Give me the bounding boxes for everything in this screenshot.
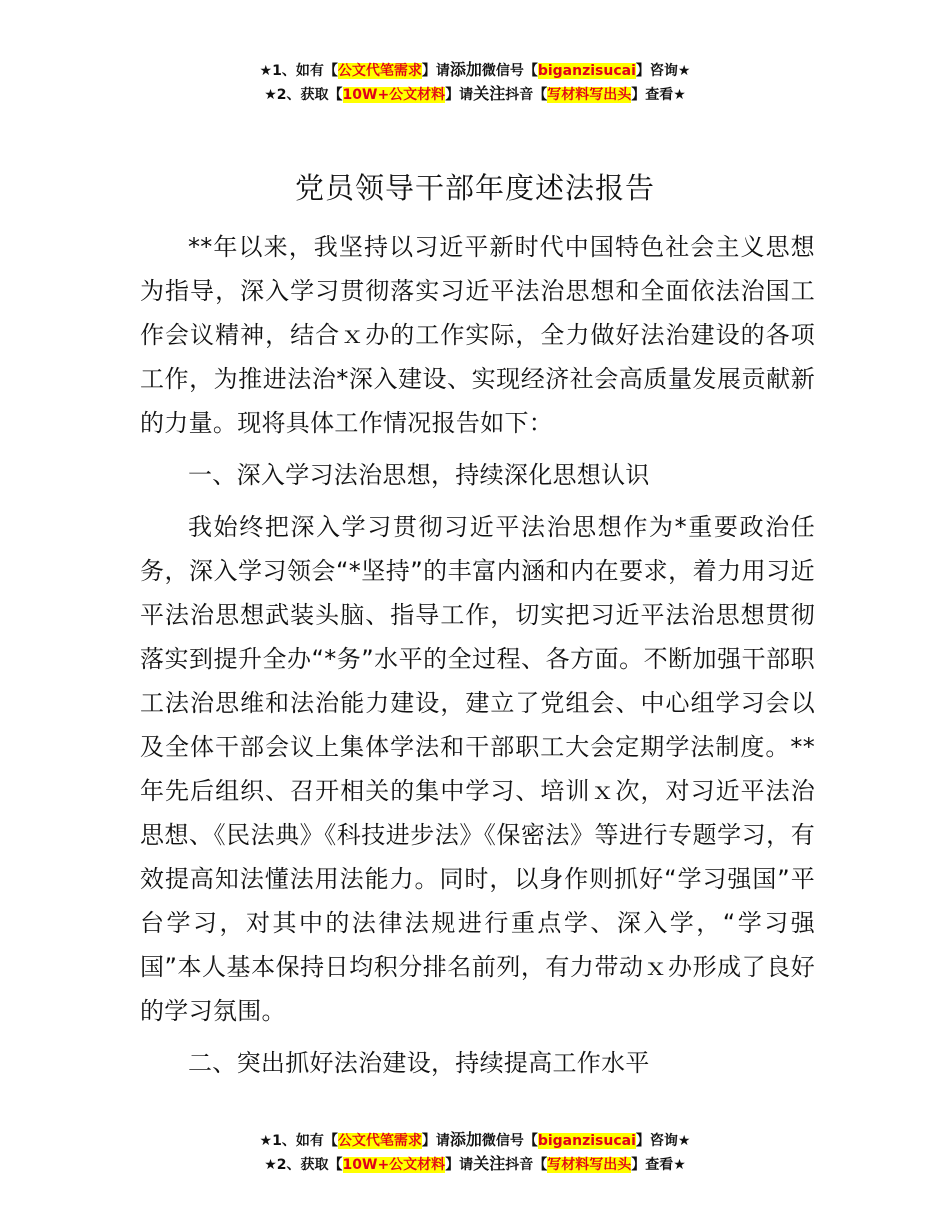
banner-line-2 [0, 1152, 950, 1176]
document-title: 党员领导干部年度述法报告 [294, 171, 655, 205]
banner-emphasis: 关注 [473, 84, 506, 103]
banner-emphasis: 添加 [449, 60, 482, 79]
highlight-materials: 10W+公文材料 [342, 87, 446, 103]
highlight-materials: 10W+公文材料 [342, 1157, 446, 1173]
banner-text: ★2、获取【 [264, 1157, 343, 1173]
banner-text: 】查看★ [631, 1157, 686, 1173]
banner-text: ★1、如有【 [259, 1133, 338, 1149]
paragraph-intro: **年以来，我坚持以习近平新时代中国特色社会主义思想为指导，深入学习贯彻落实习近平法治思想和全面依法治国工作会议精神，结合ｘ办的工作实际，全力做好法治建设的各项工作，为推进法治*深入建设、实现经济社会高质量发展贡献新的力量。现将具体工作情况报告如下： [140, 233, 815, 437]
document-body [140, 225, 815, 1093]
banner-text: 】请 [445, 87, 474, 103]
highlight-wechat-id: biganzisucai [537, 1133, 636, 1149]
banner-text: 】咨询★ [635, 63, 691, 79]
banner-text: 】请 [421, 63, 450, 79]
highlight-douyin-account: 写材料写出头 [547, 87, 632, 103]
section-heading-2: 二、突出抓好法治建设，持续提高工作水平 [188, 1049, 650, 1077]
banner-text: 】请 [445, 1157, 474, 1173]
header-banner [0, 58, 950, 106]
banner-text: 抖音【 [505, 87, 548, 103]
banner-text: 微信号【 [481, 63, 538, 79]
banner-text: 】查看★ [631, 87, 686, 103]
highlight-douyin-account: 写材料写出头 [547, 1157, 632, 1173]
banner-emphasis: 关注 [473, 1154, 506, 1173]
highlight-service: 公文代笔需求 [337, 1133, 422, 1149]
highlight-wechat-id: biganzisucai [537, 63, 636, 79]
banner-text: 】咨询★ [635, 1133, 691, 1149]
section-heading-1: 一、深入学习法治思想，持续深化思想认识 [188, 461, 650, 489]
paragraph-section-1: 我始终把深入学习贯彻习近平法治思想作为*重要政治任务，深入学习领会“*坚持”的丰富内涵和内在要求，着力用习近平法治思想武装头脑、指导工作，切实把习近平法治思想贯彻落实到提升全办“*务”水平的全过程、各方面。不断加强干部职工法治思维和法治能力建设，建立了党组会、中心组学习会以及全体干部会议上集体学法和干部职工大会定期学法制度。**年先后组织、召开相关的集中学习、培训ｘ次，对习近平法治思想、《民法典》《科技进步法》《保密法》等进行专题学习，有效提高知法懂法用法能力。同时，以身作则抓好“学习强国”平台学习，对其中的法律法规进行重点学、深入学，“学习强国”本人基本保持日均积分排名前列，有力带动ｘ办形成了良好的学习氛围。 [140, 513, 815, 1025]
banner-emphasis: 添加 [449, 1130, 482, 1149]
highlight-service: 公文代笔需求 [337, 63, 422, 79]
banner-text: 抖音【 [505, 1157, 548, 1173]
footer-banner [0, 1128, 950, 1176]
banner-text: 】请 [421, 1133, 450, 1149]
banner-line-1 [0, 1128, 950, 1152]
banner-line-2 [0, 82, 950, 106]
banner-line-1 [0, 58, 950, 82]
banner-text: ★2、获取【 [264, 87, 343, 103]
banner-text: 微信号【 [481, 1133, 538, 1149]
banner-text: ★1、如有【 [259, 63, 338, 79]
